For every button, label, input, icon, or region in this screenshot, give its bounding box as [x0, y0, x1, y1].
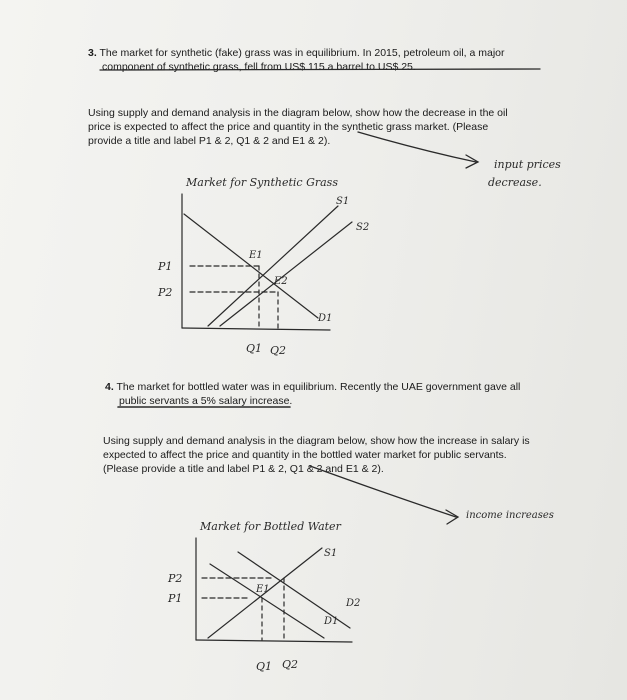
d2-title: Market for Bottled Water: [200, 520, 341, 533]
d2-demand-curve-1: [210, 564, 324, 638]
d1-label-p1: P1: [158, 260, 173, 273]
question-3-instr-3: provide a title and label P1 & 2, Q1 & 2 and E1 & 2).: [88, 135, 331, 147]
q3-annotation-arrow: [358, 132, 476, 162]
diagram-bottled-water: [167, 520, 360, 673]
note-decrease: decrease.: [488, 176, 542, 189]
d1-label-q1: Q1: [246, 342, 263, 355]
question-4-instr-2: expected to affect the price and quantity in the bottled water market for public servants.: [103, 449, 507, 461]
question-4-number: 4.: [105, 381, 114, 393]
question-3-line-2: component of synthetic grass, fell from US$ 115 a barrel to US$ 25.: [102, 61, 416, 73]
note-input-prices: input prices: [494, 158, 561, 171]
question-3-instr-2: price is expected to affect the price and quantity in the synthetic grass market. (Please: [88, 121, 489, 133]
d2-label-d2: D2: [346, 598, 361, 609]
d2-label-p2: P2: [168, 572, 183, 585]
q4-annotation-arrow: [310, 466, 456, 517]
d1-title: Market for Synthetic Grass: [186, 176, 338, 189]
d1-x-axis: [182, 328, 330, 330]
d2-label-s1: S1: [324, 548, 338, 559]
d1-label-e1: E1: [249, 250, 263, 261]
question-4-instr-1: Using supply and demand analysis in the diagram below, show how the increase in salary is: [103, 435, 530, 447]
d2-label-p1: P1: [168, 592, 183, 605]
question-4-line-2: public servants a 5% salary increase.: [119, 395, 293, 407]
d1-supply-curve-2: [220, 222, 352, 326]
question-4-instr-3: (Please provide a title and label P1 & 2, Q1 & 2 and E1 & 2).: [103, 463, 384, 475]
d2-label-e1: E1: [256, 584, 270, 595]
d1-label-p2: P2: [158, 286, 173, 299]
d2-label-q1: Q1: [256, 660, 273, 673]
d2-x-axis: [196, 640, 352, 642]
question-3-number: 3.: [88, 47, 97, 59]
question-3-line-1: The market for synthetic (fake) grass was in equilibrium. In 2015, petroleum oil, a major: [99, 47, 505, 59]
d1-label-e2: E2: [274, 276, 288, 287]
diagram-synthetic-grass: [157, 176, 369, 357]
note-income-increases: income increases: [466, 510, 554, 521]
question-4-line-1: The market for bottled water was in equilibrium. Recently the UAE government gave all: [116, 381, 521, 393]
d1-label-s1: S1: [336, 196, 350, 207]
d2-label-d1: D1: [324, 616, 339, 627]
d1-label-s2: S2: [356, 222, 370, 233]
d1-label-q2: Q2: [270, 344, 287, 357]
d2-label-q2: Q2: [282, 658, 299, 671]
q3-underline: [100, 69, 540, 70]
question-3-instr-1: Using supply and demand analysis in the diagram below, show how the decrease in the oil: [88, 107, 508, 119]
d1-label-d1: D1: [318, 313, 333, 324]
